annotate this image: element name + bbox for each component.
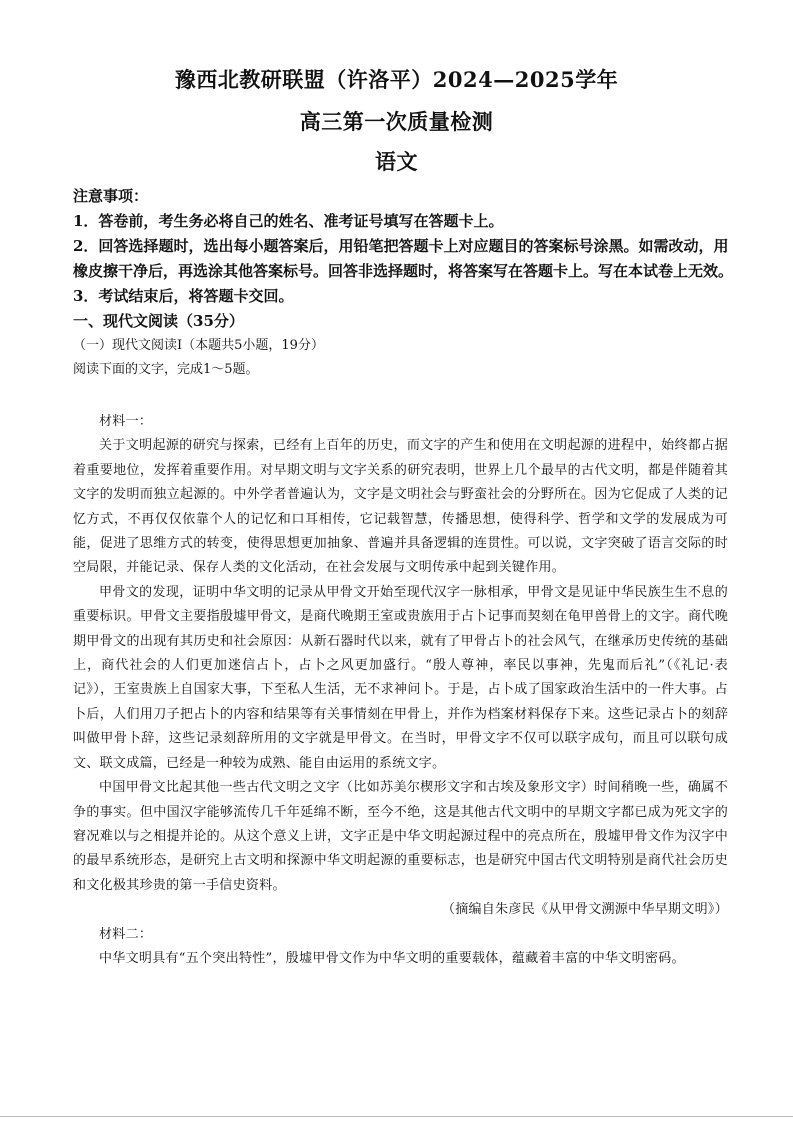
notice-item: 1．答卷前，考生务必将自己的姓名、准考证号填写在答题卡上。 xyxy=(73,212,504,230)
reading-passage xyxy=(73,410,728,971)
material2-paragraph: 中华文明具有“五个突出特性”，殷墟甲骨文作为中华文明的重要载体，蕴藏着丰富的中华文明密码。 xyxy=(99,950,685,966)
notice-heading: 注意事项： xyxy=(73,187,149,205)
notice-item: 2．回答选择题时，选出每小题答案后，用铅笔把答题卡上对应题目的答案标号涂黑。如需改动，用橡皮擦干净后，再选涂其他答案标号。回答非选择题时，将答案写在答题卡上。写在本试卷上无效。 xyxy=(73,237,734,280)
reading-instruction: 阅读下面的文字，完成1～5题。 xyxy=(73,362,259,377)
notice-block xyxy=(73,184,733,382)
material1-paragraph: 关于文明起源的研究与探索，已经有上百年的历史，而文字的产生和使用在文明起源的进程中，始终都占据着重要地位，发挥着重要作用。对早期文明与文字关系的研究表明，世界上几个最早的古代文明，都是伴随着其文字的发明而独立起源的。中外学者普遍认为，文字是文明社会与野蛮社会的分野所在。因为它促成了人类的记忆方式，不再仅仅依靠个人的记忆和口耳相传，它记载智慧，传播思想，使得科学、哲学和文学的发展成为可能，促进了思维方式的转变，使得思想更加抽象、普遍并具备逻辑的连贯性。可以说，文字突破了语言交际的时空局限，并能记录、保存人类的文化活动，在社会发展与文明传承中起到关键作用。 xyxy=(73,438,728,576)
material1-paragraph: 中国甲骨文比起其他一些古代文明之文字（比如苏美尔楔形文字和古埃及象形文字）时间稍晚一些，确属不争的事实。但中国汉字能够流传几千年延绵不断，至今不绝，这是其他古代文明中的早期文字都已成为死文字的窘况难以与之相提并论的。从这个意义上讲，文字正是中华文明起源过程中的亮点所在，殷墟甲骨文作为汉字中的最早系统形态，是研究上古文明和探源中华文明起源的重要标志，也是研究中国古代文明特别是商代社会历史和文化极其珍贵的第一手信史资料。 xyxy=(73,780,728,893)
subject-title: 语文 xyxy=(375,149,418,174)
notice-item: 3．考试结束后，将答题卡交回。 xyxy=(73,287,294,305)
material1-paragraph: 甲骨文的发现，证明中华文明的记录从甲骨文开始至现代汉字一脉相承，甲骨文是见证中华民族生生不息的重要标识。甲骨文主要指殷墟甲骨文，是商代晚期王室或贵族用于占卜记事而契刻在龟甲兽骨上的文字。商代晚期甲骨文的出现有其历史和社会原因：从新石器时代以来，就有了甲骨占卜的社会风气，在继承历史传统的基础上，商代社会的人们更加迷信占卜，占卜之风更加盛行。“殷人尊神，率民以事神，先鬼而后礼”（《礼记·表记》），王室贵族上自国家大事，下至私人生活，无不求神问卜。于是，占卜成了国家政治生活中的一件大事。占卜后，人们用刀子把占卜的内容和结果等有关事情刻在甲骨上，并作为档案材料保存下来。这些记录占卜的刻辞叫做甲骨卜辞，这些记录刻辞所用的文字就是甲骨文。在当时，甲骨文字不仅可以联字成句，而且可以联句成文、联文成篇，已经是一种较为成熟、能自由运用的系统文字。 xyxy=(73,584,728,771)
material1-source: （摘编自朱彦民《从甲骨文溯源中华早期文明》） xyxy=(441,902,728,918)
page-bottom-divider xyxy=(0,1116,793,1117)
material1-label: 材料一： xyxy=(99,414,153,429)
exam-subtitle: 高三第一次质量检测 xyxy=(299,109,494,134)
material2-label: 材料二： xyxy=(99,926,153,942)
exam-title: 豫西北教研联盟（许洛平）2024—2025学年 xyxy=(174,67,619,92)
sub-section-heading: （一）现代文阅读Ⅰ（本题共5小题，19分） xyxy=(73,338,324,353)
section-heading: 一、现代文阅读（35分） xyxy=(73,312,244,330)
